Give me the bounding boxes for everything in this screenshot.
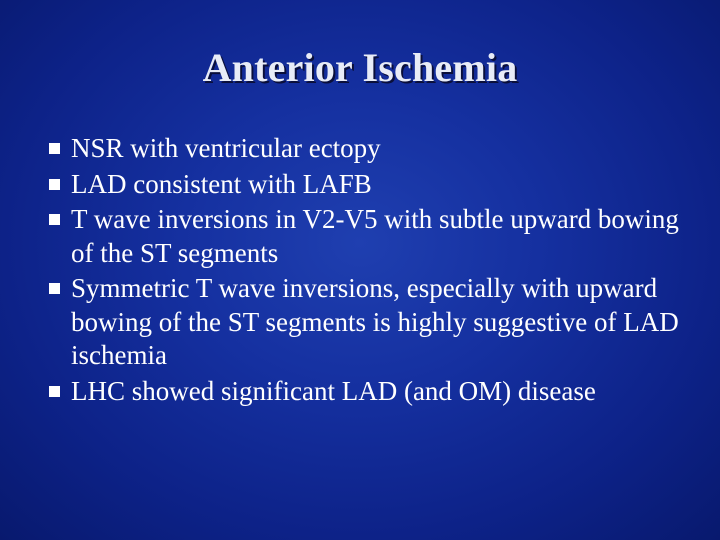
bullet-list: [40, 132, 700, 410]
slide-title: Anterior Ischemia: [202, 45, 518, 90]
bullet-text: Symmetric T wave inversions, especially with upward bowing of the ST segments is highly suggestive of LAD ischemia: [71, 273, 679, 370]
bullet-item: [40, 132, 700, 166]
bullet-item: [40, 168, 700, 202]
bullet-item: [40, 203, 700, 270]
bullet-text: LAD consistent with LAFB: [71, 168, 372, 199]
bullet-item: [40, 375, 700, 409]
bullet-text: NSR with ventricular ectopy: [71, 133, 381, 163]
bullet-item: [40, 272, 700, 373]
square-bullet-icon: [49, 283, 60, 294]
square-bullet-icon: [49, 179, 60, 190]
square-bullet-icon: [49, 143, 60, 154]
bullet-text: LHC showed significant LAD (and OM) disease: [71, 375, 596, 406]
square-bullet-icon: [49, 214, 60, 225]
square-bullet-icon: [49, 386, 60, 397]
bullet-text: T wave inversions in V2-V5 with subtle upward bowing of the ST segments: [71, 204, 679, 268]
